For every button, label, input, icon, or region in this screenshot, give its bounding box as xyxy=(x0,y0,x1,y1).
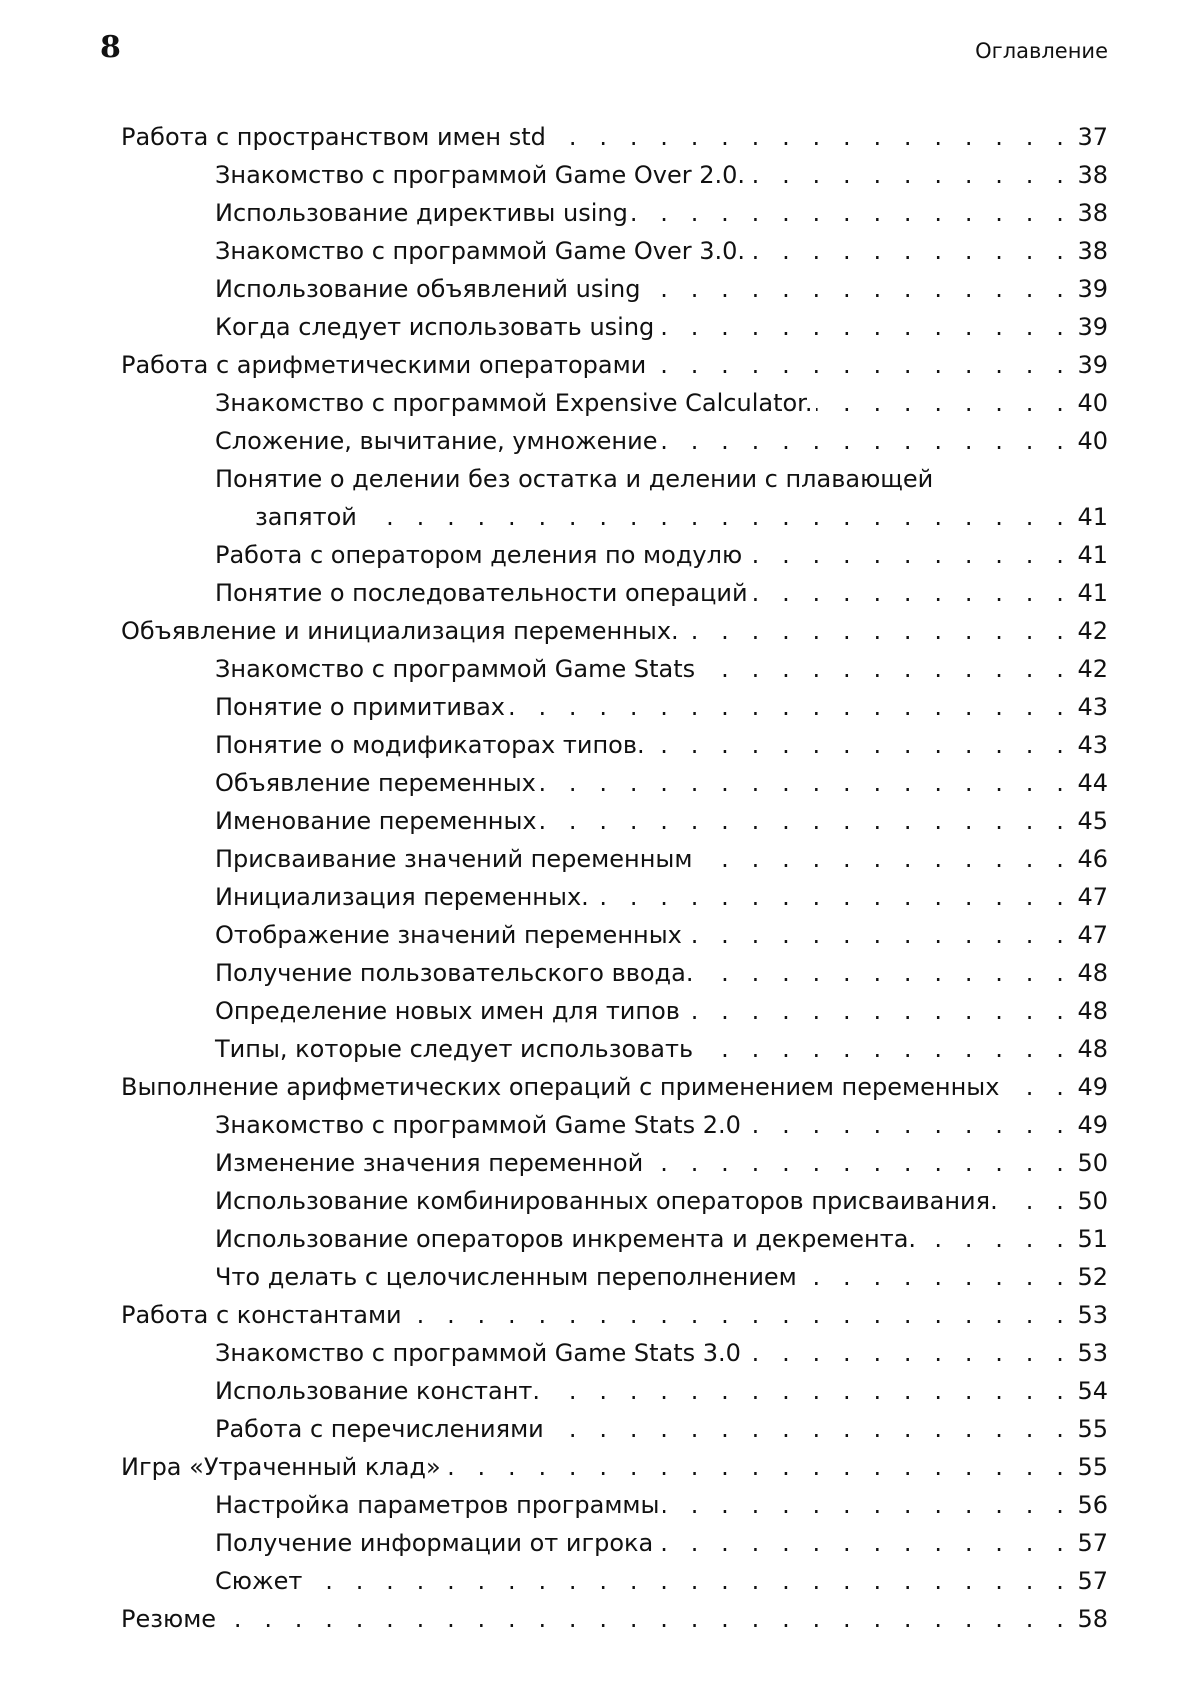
toc-entry xyxy=(121,1600,1108,1638)
dot-leader xyxy=(544,1372,1071,1410)
dot-leader xyxy=(650,346,1071,384)
dot-leader xyxy=(920,1220,1071,1258)
toc-entry-title: Присваивание значений переменным xyxy=(215,840,696,878)
dot-leader xyxy=(445,1448,1072,1486)
toc-entry-page: 43 xyxy=(1071,726,1108,764)
toc-entry xyxy=(215,232,1108,270)
toc-entry-title: Получение информации от игрока xyxy=(215,1524,657,1562)
toc-entry-title: Объявление и инициализация переменных. xyxy=(121,612,683,650)
toc-entry-page: 46 xyxy=(1071,840,1108,878)
toc-entry-row xyxy=(215,384,1108,422)
toc-entry-title: Использование директивы using xyxy=(215,194,632,232)
dot-leader xyxy=(406,1296,1072,1334)
toc-entry xyxy=(215,916,1108,954)
toc-entry-row xyxy=(215,308,1108,346)
toc-entry xyxy=(121,1448,1108,1486)
toc-entry-title: Понятие о делении без остатка и делении с плавающей xyxy=(215,465,934,493)
toc-entry-title-continuation: запятой xyxy=(255,498,361,536)
toc-entry-title: Сложение, вычитание, умножение xyxy=(215,422,661,460)
toc-entry-page: 52 xyxy=(1071,1258,1108,1296)
toc-entry-row xyxy=(215,726,1108,764)
toc-entry-row xyxy=(215,232,1108,270)
toc-entry-page: 48 xyxy=(1071,992,1108,1030)
toc-entry-page: 49 xyxy=(1071,1068,1108,1106)
toc-entry-page: 44 xyxy=(1071,764,1108,802)
dot-leader xyxy=(509,688,1071,726)
dot-leader xyxy=(661,422,1071,460)
toc-entry-title: Сюжет xyxy=(215,1562,306,1600)
toc-entry-page: 41 xyxy=(1071,574,1108,612)
toc-entry xyxy=(215,1410,1108,1448)
dot-leader xyxy=(550,118,1072,156)
toc-entry-title: Работа с константами xyxy=(121,1296,406,1334)
toc-entry-page: 38 xyxy=(1071,156,1108,194)
toc-entry xyxy=(215,1182,1108,1220)
dot-leader xyxy=(745,1334,1072,1372)
dot-leader xyxy=(593,878,1072,916)
table-of-contents xyxy=(0,118,1200,1638)
toc-entry-page: 55 xyxy=(1071,1410,1108,1448)
toc-entry-page: 39 xyxy=(1071,346,1108,384)
dot-leader xyxy=(548,1410,1072,1448)
toc-entry-row xyxy=(121,346,1108,384)
toc-entry-title: Знакомство с программой Game Over 2.0. xyxy=(215,156,749,194)
dot-leader xyxy=(658,308,1071,346)
dot-leader xyxy=(698,954,1072,992)
toc-entry-row xyxy=(215,878,1108,916)
toc-entry-page: 45 xyxy=(1071,802,1108,840)
toc-entry-row xyxy=(215,1486,1108,1524)
toc-entry-title: Понятие о примитивах xyxy=(215,688,509,726)
toc-entry xyxy=(215,1372,1108,1410)
dot-leader xyxy=(361,498,1072,536)
toc-entry-row xyxy=(215,422,1108,460)
toc-entry xyxy=(215,1562,1108,1600)
toc-entry-row xyxy=(215,1410,1108,1448)
toc-entry xyxy=(215,650,1108,688)
toc-entry-page: 41 xyxy=(1071,498,1108,536)
toc-entry-row xyxy=(215,536,1108,574)
toc-entry-row xyxy=(121,118,1108,156)
toc-entry xyxy=(215,1144,1108,1182)
toc-entry-page: 40 xyxy=(1071,384,1108,422)
dot-leader xyxy=(696,840,1071,878)
dot-leader xyxy=(541,802,1072,840)
toc-entry-title: Понятие о последовательности операций xyxy=(215,574,752,612)
toc-entry xyxy=(215,878,1108,916)
toc-entry xyxy=(215,1106,1108,1144)
toc-entry-row xyxy=(215,1182,1108,1220)
toc-entry-row xyxy=(215,270,1108,308)
toc-entry xyxy=(215,840,1108,878)
toc-entry-page: 56 xyxy=(1071,1486,1108,1524)
dot-leader xyxy=(644,270,1071,308)
toc-entry-row xyxy=(121,612,1108,650)
toc-entry-row xyxy=(215,764,1108,802)
toc-entry xyxy=(215,422,1108,460)
toc-entry xyxy=(215,460,1108,536)
toc-entry-row xyxy=(215,1258,1108,1296)
dot-leader xyxy=(816,384,1071,422)
dot-leader xyxy=(749,232,1071,270)
toc-entry-title: Инициализация переменных. xyxy=(215,878,593,916)
toc-entry-page: 57 xyxy=(1071,1524,1108,1562)
toc-entry-title: Игра «Утраченный клад» xyxy=(121,1448,445,1486)
toc-entry-row xyxy=(215,992,1108,1030)
toc-entry xyxy=(121,346,1108,384)
toc-entry-page: 38 xyxy=(1071,194,1108,232)
toc-entry-page: 43 xyxy=(1071,688,1108,726)
dot-leader xyxy=(697,1030,1071,1068)
dot-leader xyxy=(649,726,1072,764)
toc-entry-page: 37 xyxy=(1071,118,1108,156)
toc-entry-title: Знакомство с программой Game Over 3.0. xyxy=(215,232,749,270)
toc-entry-page: 41 xyxy=(1071,536,1108,574)
toc-entry-title: Знакомство с программой Game Stats xyxy=(215,650,699,688)
dot-leader xyxy=(683,612,1072,650)
toc-entry xyxy=(215,1524,1108,1562)
dot-leader xyxy=(699,650,1071,688)
toc-entry-row xyxy=(215,688,1108,726)
toc-entry-page: 55 xyxy=(1071,1448,1108,1486)
toc-entry-row xyxy=(215,1220,1108,1258)
toc-entry-page: 38 xyxy=(1071,232,1108,270)
toc-entry-row xyxy=(215,650,1108,688)
toc-entry xyxy=(215,536,1108,574)
toc-entry-row xyxy=(121,1296,1108,1334)
toc-entry-row xyxy=(215,1524,1108,1562)
toc-entry-row xyxy=(215,954,1108,992)
toc-entry-page: 51 xyxy=(1071,1220,1108,1258)
dot-leader xyxy=(632,194,1072,232)
toc-entry-row xyxy=(215,1144,1108,1182)
toc-entry-title: Работа с арифметическими операторами xyxy=(121,346,650,384)
toc-entry-title: Определение новых имен для типов xyxy=(215,992,684,1030)
page-number: 8 xyxy=(100,30,121,65)
toc-entry-row xyxy=(215,1372,1108,1410)
toc-entry-title: Знакомство с программой Game Stats 2.0 xyxy=(215,1106,745,1144)
toc-entry-title: Использование комбинированных операторов присваивания. xyxy=(215,1182,1002,1220)
toc-entry xyxy=(215,1030,1108,1068)
toc-entry-title: Отображение значений переменных xyxy=(215,916,686,954)
dot-leader xyxy=(752,574,1072,612)
toc-entry-row xyxy=(215,194,1108,232)
toc-entry xyxy=(215,802,1108,840)
toc-entry xyxy=(215,384,1108,422)
dot-leader xyxy=(1003,1068,1071,1106)
toc-entry-row xyxy=(215,1334,1108,1372)
toc-entry-page: 49 xyxy=(1071,1106,1108,1144)
toc-entry-page: 39 xyxy=(1071,270,1108,308)
toc-entry-title: Работа с пространством имен std xyxy=(121,118,550,156)
toc-entry-title: Работа с перечислениями xyxy=(215,1410,548,1448)
toc-entry xyxy=(121,1068,1108,1106)
toc-entry-page: 47 xyxy=(1071,878,1108,916)
dot-leader xyxy=(306,1562,1071,1600)
toc-entry-title: Знакомство с программой Expensive Calculator. xyxy=(215,384,816,422)
dot-leader xyxy=(684,992,1072,1030)
toc-entry-page: 50 xyxy=(1071,1144,1108,1182)
toc-entry xyxy=(215,1258,1108,1296)
toc-entry xyxy=(215,688,1108,726)
dot-leader xyxy=(663,1486,1071,1524)
toc-entry-page: 53 xyxy=(1071,1334,1108,1372)
toc-entry-title: Настройка параметров программы xyxy=(215,1486,663,1524)
toc-entry-page: 48 xyxy=(1071,954,1108,992)
toc-entry-row xyxy=(215,156,1108,194)
toc-entry-title: Объявление переменных xyxy=(215,764,540,802)
dot-leader xyxy=(220,1600,1071,1638)
toc-entry-page: 50 xyxy=(1071,1182,1108,1220)
toc-entry-title: Использование операторов инкремента и декремента. xyxy=(215,1220,920,1258)
toc-entry-row xyxy=(215,1106,1108,1144)
toc-entry xyxy=(215,574,1108,612)
toc-entry-page: 58 xyxy=(1071,1600,1108,1638)
toc-entry-title: Получение пользовательского ввода. xyxy=(215,954,698,992)
dot-leader xyxy=(657,1524,1071,1562)
toc-entry xyxy=(215,1334,1108,1372)
toc-entry-title: Резюме xyxy=(121,1600,220,1638)
dot-leader xyxy=(647,1144,1071,1182)
toc-entry-row xyxy=(215,802,1108,840)
toc-entry xyxy=(121,118,1108,156)
toc-entry xyxy=(121,1296,1108,1334)
toc-entry xyxy=(215,270,1108,308)
dot-leader xyxy=(749,156,1071,194)
toc-entry-title: Работа с оператором деления по модулю xyxy=(215,536,746,574)
toc-entry-title: Использование объявлений using xyxy=(215,270,644,308)
toc-entry-title: Использование констант. xyxy=(215,1372,544,1410)
toc-entry-row xyxy=(121,1448,1108,1486)
toc-entry-title: Типы, которые следует использовать xyxy=(215,1030,697,1068)
toc-entry-row xyxy=(215,1030,1108,1068)
toc-entry-page: 48 xyxy=(1071,1030,1108,1068)
toc-entry-title: Что делать с целочисленным переполнением xyxy=(215,1258,801,1296)
toc-entry xyxy=(215,954,1108,992)
toc-entry-page: 42 xyxy=(1071,612,1108,650)
toc-entry xyxy=(215,1220,1108,1258)
toc-entry-row xyxy=(215,916,1108,954)
toc-entry xyxy=(215,156,1108,194)
toc-entry-title: Знакомство с программой Game Stats 3.0 xyxy=(215,1334,745,1372)
dot-leader xyxy=(686,916,1072,954)
toc-entry-row xyxy=(215,574,1108,612)
dot-leader xyxy=(1002,1182,1072,1220)
dot-leader xyxy=(540,764,1072,802)
dot-leader xyxy=(801,1258,1072,1296)
toc-entry-page: 57 xyxy=(1071,1562,1108,1600)
toc-entry-title: Изменение значения переменной xyxy=(215,1144,647,1182)
toc-entry xyxy=(215,1486,1108,1524)
toc-entry-page: 40 xyxy=(1071,422,1108,460)
running-head: Оглавление xyxy=(975,39,1108,63)
toc-entry-page: 54 xyxy=(1071,1372,1108,1410)
toc-entry-page: 47 xyxy=(1071,916,1108,954)
dot-leader xyxy=(745,1106,1072,1144)
toc-entry xyxy=(215,194,1108,232)
toc-entry-row xyxy=(215,498,1108,536)
toc-entry xyxy=(215,726,1108,764)
toc-entry-page: 53 xyxy=(1071,1296,1108,1334)
toc-entry-page: 42 xyxy=(1071,650,1108,688)
toc-entry-row xyxy=(215,1562,1108,1600)
toc-entry-row xyxy=(215,840,1108,878)
toc-entry xyxy=(121,612,1108,650)
toc-entry-page: 39 xyxy=(1071,308,1108,346)
toc-entry-title: Когда следует использовать using xyxy=(215,308,658,346)
toc-entry-title: Понятие о модификаторах типов. xyxy=(215,726,649,764)
toc-entry-row xyxy=(121,1068,1108,1106)
toc-entry xyxy=(215,764,1108,802)
toc-entry xyxy=(215,992,1108,1030)
dot-leader xyxy=(746,536,1071,574)
toc-entry xyxy=(215,308,1108,346)
toc-entry-row xyxy=(121,1600,1108,1638)
toc-entry-title: Именование переменных xyxy=(215,802,541,840)
toc-entry-title: Выполнение арифметических операций с применением переменных xyxy=(121,1068,1003,1106)
